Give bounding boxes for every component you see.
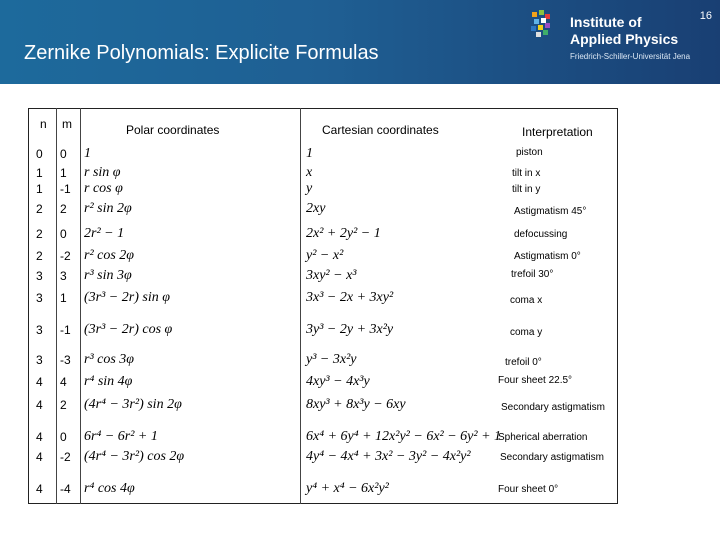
cell-n: 4 — [36, 450, 43, 464]
cell-cartesian-formula: 2x² + 2y² − 1 — [306, 226, 381, 241]
cell-cartesian-formula: 3x³ − 2x + 3xy² — [306, 290, 394, 305]
cell-polar-formula: 2r² − 1 — [84, 226, 125, 241]
cell-interpretation: Secondary astigmatism — [500, 452, 604, 463]
cell-polar-formula: r sin φ — [84, 165, 121, 180]
header-bar — [0, 0, 720, 84]
cell-n: 2 — [36, 227, 43, 241]
cell-m: 2 — [60, 202, 67, 216]
institute-name: Institute of Applied Physics — [570, 14, 679, 47]
cell-interpretation: trefoil 0° — [505, 357, 542, 368]
cell-polar-formula: (4r⁴ − 3r²) sin 2φ — [84, 397, 182, 412]
cell-cartesian-formula: 1 — [306, 146, 313, 161]
cell-n: 2 — [36, 249, 43, 263]
header-polar: Polar coordinates — [126, 123, 220, 137]
cell-polar-formula: (3r³ − 2r) sin φ — [84, 290, 170, 305]
cell-n: 2 — [36, 202, 43, 216]
cell-n: 4 — [36, 375, 43, 389]
cell-m: 1 — [60, 166, 67, 180]
column-divider — [300, 108, 301, 504]
cell-interpretation: Astigmatism 0° — [514, 251, 581, 262]
cell-m: -1 — [60, 182, 71, 196]
cell-n: 1 — [36, 166, 43, 180]
cell-n: 1 — [36, 182, 43, 196]
header-interpretation: Interpretation — [522, 125, 593, 139]
cell-polar-formula: r² sin 2φ — [84, 201, 132, 216]
cell-cartesian-formula: 6x⁴ + 6y⁴ + 12x²y² − 6x² − 6y² + 1 — [306, 429, 502, 444]
cell-polar-formula: (4r⁴ − 3r²) cos 2φ — [84, 449, 185, 464]
cell-n: 4 — [36, 430, 43, 444]
cell-interpretation: coma x — [510, 295, 543, 306]
cell-polar-formula: r³ sin 3φ — [84, 268, 132, 283]
cell-interpretation: coma y — [510, 327, 543, 338]
cell-polar-formula: 1 — [84, 146, 91, 161]
cell-interpretation: Four sheet 22.5° — [498, 375, 573, 386]
cell-cartesian-formula: 3xy² − x³ — [306, 268, 357, 283]
cell-n: 3 — [36, 353, 43, 367]
cell-cartesian-formula: y² − x² — [306, 248, 344, 263]
cell-m: 0 — [60, 147, 67, 161]
cell-n: 4 — [36, 482, 43, 496]
cell-cartesian-formula: 3y³ − 2y + 3x²y — [306, 322, 394, 337]
cell-interpretation: defocussing — [514, 229, 568, 240]
slide-title: Zernike Polynomials: Explicite Formulas — [24, 42, 379, 64]
cell-n: 3 — [36, 323, 43, 337]
cell-interpretation: trefoil 30° — [511, 269, 554, 280]
cell-cartesian-formula: y — [306, 181, 313, 196]
cell-interpretation: Secondary astigmatism — [501, 402, 605, 413]
cell-m: 0 — [60, 430, 67, 444]
cell-n: 0 — [36, 147, 43, 161]
cell-m: 2 — [60, 398, 67, 412]
cell-interpretation: tilt in x — [512, 168, 541, 179]
cell-cartesian-formula: x — [306, 165, 313, 180]
institute-logo — [530, 10, 552, 38]
cell-n: 3 — [36, 269, 43, 283]
cell-m: -1 — [60, 323, 71, 337]
cell-cartesian-formula: 4xy³ − 4x³y — [306, 374, 370, 389]
cell-polar-formula: r cos φ — [84, 181, 123, 196]
cell-cartesian-formula: y³ − 3x²y — [306, 352, 357, 367]
cell-m: 3 — [60, 269, 67, 283]
column-divider — [56, 108, 57, 504]
cell-m: -2 — [60, 450, 71, 464]
cell-interpretation: piston — [516, 147, 543, 158]
header-cartesian: Cartesian coordinates — [322, 123, 439, 137]
cell-interpretation: Astigmatism 45° — [514, 206, 587, 217]
cell-interpretation: Spherical aberration — [498, 432, 588, 443]
cell-m: 1 — [60, 291, 67, 305]
cell-cartesian-formula: 8xy³ + 8x³y − 6xy — [306, 397, 406, 412]
cell-n: 3 — [36, 291, 43, 305]
header-n: n — [40, 117, 47, 131]
cell-cartesian-formula: y⁴ + x⁴ − 6x²y² — [306, 481, 389, 496]
cell-polar-formula: r⁴ sin 4φ — [84, 374, 133, 389]
cell-m: -3 — [60, 353, 71, 367]
cell-cartesian-formula: 2xy — [306, 201, 326, 216]
cell-cartesian-formula: 4y⁴ − 4x⁴ + 3x² − 3y² − 4x²y² — [306, 449, 471, 464]
header-m: m — [62, 117, 72, 131]
cell-m: 0 — [60, 227, 67, 241]
cell-m: 4 — [60, 375, 67, 389]
cell-n: 4 — [36, 398, 43, 412]
page-number: 16 — [699, 10, 712, 22]
cell-m: -4 — [60, 482, 71, 496]
cell-polar-formula: 6r⁴ − 6r² + 1 — [84, 429, 158, 444]
cell-polar-formula: r³ cos 3φ — [84, 352, 135, 367]
cell-interpretation: Four sheet 0° — [498, 484, 559, 495]
cell-polar-formula: (3r³ − 2r) cos φ — [84, 322, 173, 337]
cell-m: -2 — [60, 249, 71, 263]
university-name: Friedrich-Schiller-Universität Jena — [570, 52, 691, 61]
column-divider — [80, 108, 81, 504]
cell-polar-formula: r⁴ cos 4φ — [84, 481, 135, 496]
cell-interpretation: tilt in y — [512, 184, 541, 195]
cell-polar-formula: r² cos 2φ — [84, 248, 135, 263]
